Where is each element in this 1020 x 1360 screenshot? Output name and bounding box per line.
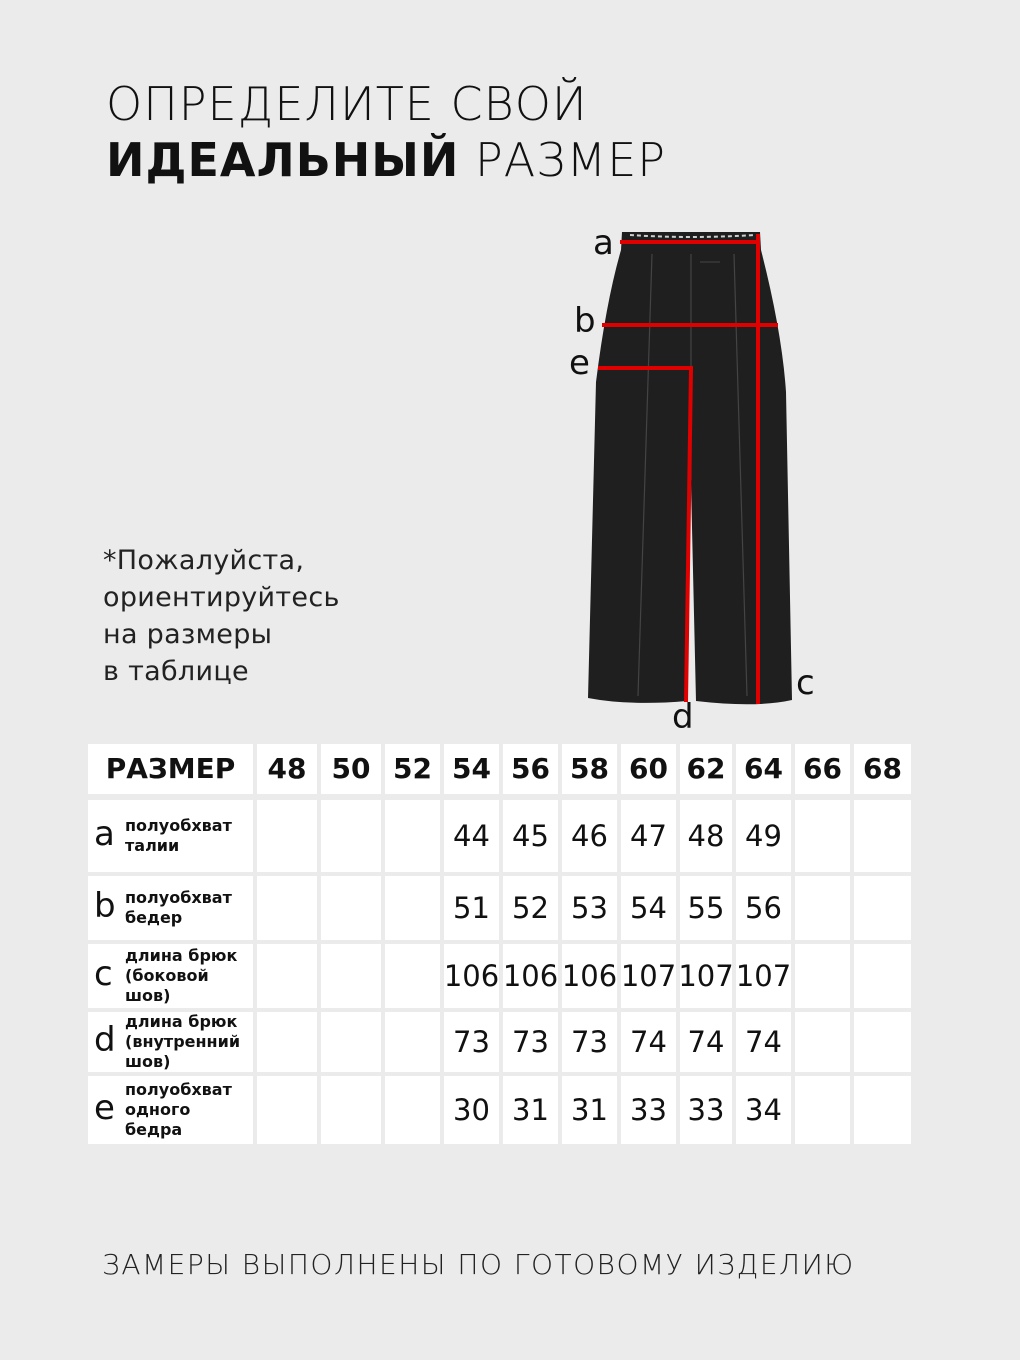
table-value: 53 bbox=[571, 891, 608, 925]
title-line-2 bbox=[106, 132, 666, 188]
row-description bbox=[125, 816, 255, 856]
table-value: 33 bbox=[630, 1093, 667, 1127]
header-size: 68 bbox=[863, 752, 902, 785]
table-value: 73 bbox=[571, 1025, 608, 1059]
title-rest: РАЗМЕР bbox=[459, 133, 667, 187]
table-value: 56 bbox=[745, 891, 782, 925]
table-value: 73 bbox=[453, 1025, 490, 1059]
row-letter: b bbox=[94, 886, 116, 926]
header-size: 54 bbox=[452, 752, 491, 785]
row-description-line: шов) bbox=[125, 1052, 171, 1071]
table-value: 106 bbox=[561, 959, 618, 993]
table-value bbox=[317, 961, 385, 991]
header-size: 58 bbox=[570, 752, 609, 785]
table-value bbox=[253, 1095, 321, 1125]
row-description-line: талии bbox=[125, 836, 180, 855]
table-value: 33 bbox=[687, 1093, 725, 1127]
label-c: c bbox=[796, 663, 815, 703]
note-line-2: ориентируйтесь bbox=[103, 582, 340, 613]
note-line-1: *Пожалуйста, bbox=[103, 545, 305, 576]
table-value: 30 bbox=[453, 1093, 490, 1127]
table-value: 106 bbox=[443, 959, 500, 993]
table-value: 48 bbox=[687, 819, 725, 853]
row-description-line: длина брюк bbox=[125, 946, 238, 965]
table-value bbox=[791, 893, 854, 923]
table-value: 52 bbox=[512, 891, 549, 925]
table-value: 106 bbox=[502, 959, 559, 993]
header-size: 56 bbox=[511, 752, 550, 785]
row-description-line: одного bbox=[125, 1100, 191, 1119]
table-value bbox=[850, 1027, 915, 1057]
header-label: РАЗМЕР bbox=[105, 752, 236, 785]
table-value: 73 bbox=[512, 1025, 549, 1059]
table-value bbox=[791, 1095, 854, 1125]
label-b: b bbox=[574, 301, 596, 341]
table-value: 45 bbox=[512, 819, 549, 853]
table-value: 34 bbox=[745, 1093, 782, 1127]
note-line-3: на размеры bbox=[103, 619, 273, 650]
table-value bbox=[850, 1095, 915, 1125]
table-value bbox=[381, 1095, 444, 1125]
row-description bbox=[125, 946, 255, 1006]
row-letter: a bbox=[94, 814, 115, 854]
row-description-line: бедра bbox=[125, 1120, 183, 1139]
size-note bbox=[103, 542, 340, 690]
row-description-line: (внутренний bbox=[125, 1032, 241, 1051]
table-value bbox=[381, 961, 444, 991]
table-value: 31 bbox=[571, 1093, 608, 1127]
table-value bbox=[253, 961, 321, 991]
footer-note: ЗАМЕРЫ ВЫПОЛНЕНЫ ПО ГОТОВОМУ ИЗДЕЛИЮ bbox=[102, 1248, 855, 1281]
table-value: 107 bbox=[678, 959, 734, 993]
table-value bbox=[381, 893, 444, 923]
row-letter: c bbox=[94, 954, 113, 994]
table-value: 107 bbox=[735, 959, 792, 993]
row-description-line: (боковой bbox=[125, 966, 209, 985]
table-value bbox=[381, 821, 444, 851]
table-value bbox=[253, 821, 321, 851]
title-bold-word: ИДЕАЛЬНЫЙ bbox=[106, 133, 460, 187]
row-description bbox=[125, 1012, 255, 1072]
header-size: 52 bbox=[393, 752, 432, 785]
table-value bbox=[850, 961, 915, 991]
header-size: 48 bbox=[267, 752, 307, 785]
table-value: 74 bbox=[745, 1025, 782, 1059]
table-value bbox=[253, 1027, 321, 1057]
pants-diagram bbox=[560, 222, 830, 742]
table-value bbox=[850, 893, 915, 923]
label-d: d bbox=[672, 697, 694, 737]
table-value bbox=[850, 821, 915, 851]
table-value bbox=[381, 1027, 444, 1057]
table-value bbox=[791, 1027, 854, 1057]
label-e: e bbox=[569, 343, 590, 383]
row-description-line: полуобхват bbox=[125, 888, 232, 907]
label-a: a bbox=[593, 223, 614, 263]
header-size: 50 bbox=[331, 752, 371, 785]
table-value: 51 bbox=[453, 891, 490, 925]
table-value: 74 bbox=[630, 1025, 667, 1059]
page-title bbox=[106, 76, 666, 188]
table-value bbox=[317, 1027, 385, 1057]
row-description-line: бедер bbox=[125, 908, 183, 927]
note-line-4: в таблице bbox=[103, 656, 249, 687]
header-size: 60 bbox=[629, 752, 668, 785]
table-value bbox=[317, 1095, 385, 1125]
table-value: 44 bbox=[453, 819, 490, 853]
title-line-1: ОПРЕДЕЛИТЕ СВОЙ bbox=[106, 77, 588, 131]
row-description bbox=[125, 1080, 255, 1140]
row-description-line: полуобхват bbox=[125, 1080, 232, 1099]
table-value bbox=[317, 821, 385, 851]
table-value bbox=[253, 893, 321, 923]
header-size: 62 bbox=[686, 752, 726, 785]
header-size: 64 bbox=[744, 752, 783, 785]
table-value: 47 bbox=[630, 819, 667, 853]
table-value: 46 bbox=[571, 819, 608, 853]
table-value: 74 bbox=[687, 1025, 725, 1059]
row-description bbox=[125, 888, 255, 928]
row-description-line: длина брюк bbox=[125, 1012, 238, 1031]
table-value: 107 bbox=[620, 959, 677, 993]
table-value: 49 bbox=[745, 819, 782, 853]
table-value bbox=[791, 821, 854, 851]
table-value bbox=[317, 893, 385, 923]
row-description-line: полуобхват bbox=[125, 816, 232, 835]
table-value: 55 bbox=[687, 891, 725, 925]
header-size: 66 bbox=[803, 752, 842, 785]
table-value: 54 bbox=[630, 891, 667, 925]
table-value bbox=[791, 961, 854, 991]
row-letter: d bbox=[94, 1020, 116, 1060]
table-value: 31 bbox=[512, 1093, 549, 1127]
row-letter: e bbox=[94, 1088, 115, 1128]
row-description-line: шов) bbox=[125, 986, 171, 1005]
